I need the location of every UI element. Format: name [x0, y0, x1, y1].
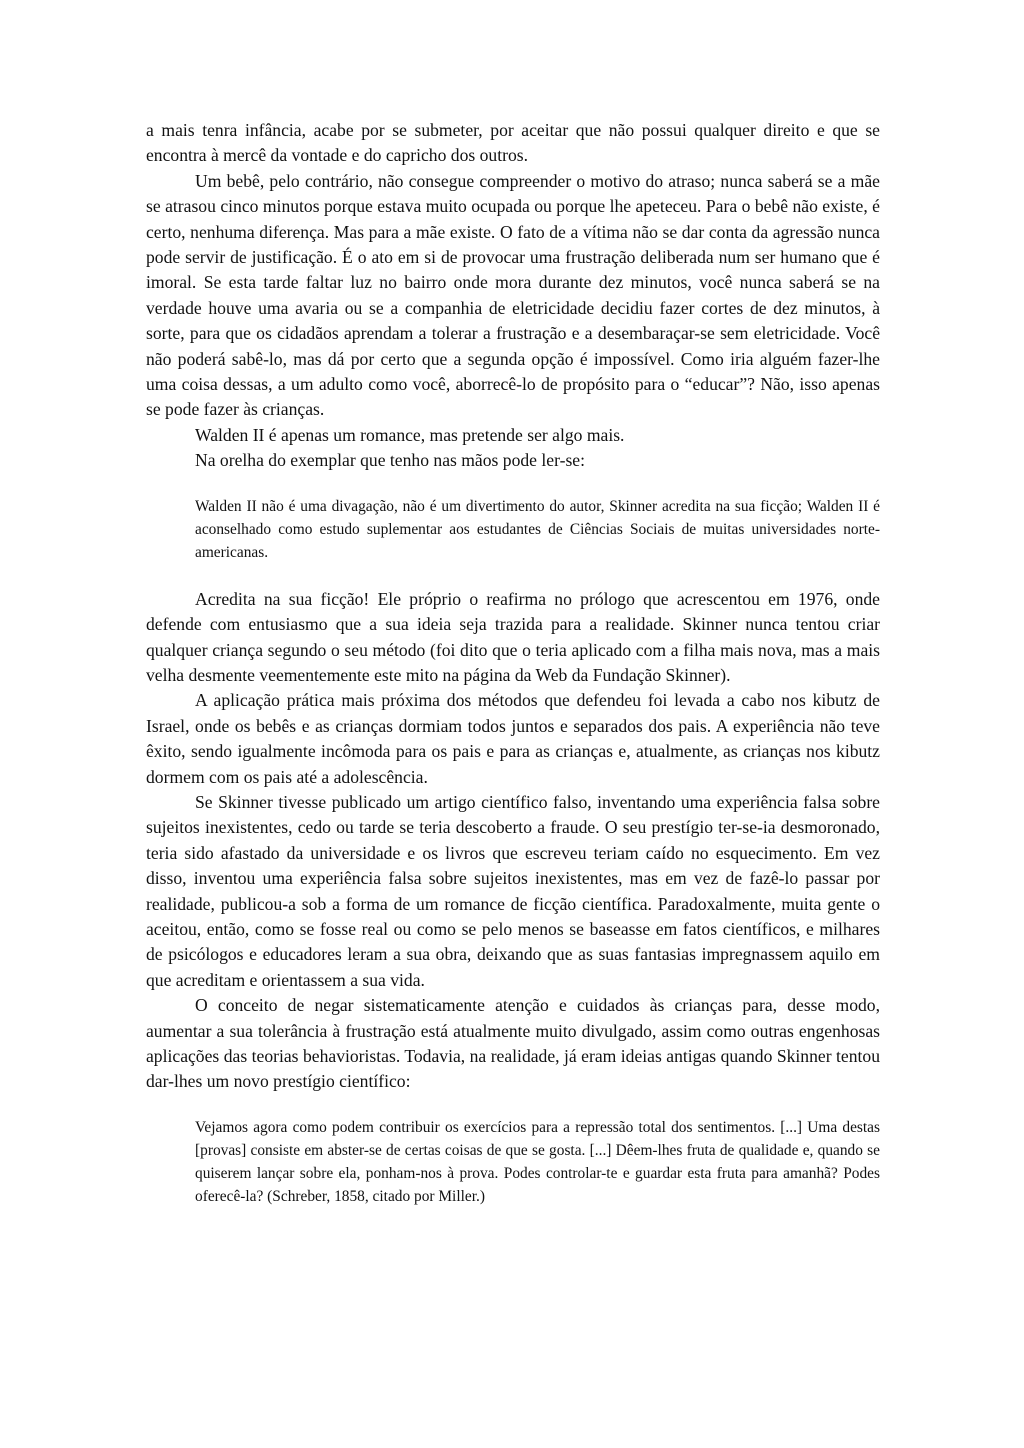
- document-page: [146, 118, 880, 1208]
- paragraph-continuation: a mais tenra infância, acabe por se submeter, por aceitar que não possui qualquer direito e que se encontra à mercê da vontade e do capricho dos outros.: [146, 120, 880, 166]
- paragraph-book-flap: Na orelha do exemplar que tenho nas mãos pode ler-se:: [195, 450, 585, 471]
- paragraph-behaviorist-ideas: O conceito de negar sistematicamente atenção e cuidados às crianças para, desse modo, aumentar a sua tolerância à frustração está atualmente muito divulgado, assim como outras engenhosas aplicações das teorias behavioristas. Todavia, na realidade, já eram ideias antigas quando Skinner tentou dar-lhes um novo prestígio científico:: [146, 995, 880, 1092]
- spacer: [146, 564, 880, 587]
- paragraph-believes-fiction: Acredita na sua ficção! Ele próprio o reafirma no prólogo que acrescentou em 1976, onde defende com entusiasmo que a sua ideia seja trazida para a realidade. Skinner nunca tentou criar qualquer criança segundo o seu método (foi dito que o teria aplicado com a filha mais nova, mas a mais velha desmente veementemente este mito na página da Web da Fundação Skinner).: [146, 588, 880, 685]
- paragraph-baby-frustration: Um bebê, pelo contrário, não consegue compreender o motivo do atraso; nunca saberá se a mãe se atrasou cinco minutos porque estava muito ocupada ou porque lhe apeteceu. Para o bebê não existe, é certo, nenhuma diferença. Mas para a mãe existe. O fato de a vítima não se dar conta da agressão nunca pode servir de justificação. É o ato em si de provocar uma frustração deliberada num ser humano que é imoral. Se esta tarde faltar luz no bairro onde mora durante dez minutos, você nunca saberá se na verdade houve uma avaria ou se a companhia de eletricidade decidiu fazer cortes de dez minutos, à sorte, para que os cidadãos aprendam a tolerar a frustração e a desembaraçar-se sem eletricidade. Você não poderá sabê-lo, mas dá por certo que a segunda opção é impossível. Como iria alguém fazer-lhe uma coisa dessas, a um adulto como você, aborrecê-lo de propósito para o “educar”? Não, isso apenas se pode fazer às crianças.: [146, 170, 880, 420]
- spacer: [146, 1095, 880, 1116]
- paragraph-false-experiment: Se Skinner tivesse publicado um artigo científico falso, inventando uma experiência falsa sobre sujeitos inexistentes, cedo ou tarde se teria descoberto a fraude. O seu prestígio ter-se-ia desmoronado, teria sido afastado da universidade e os livros que escreveu teriam caído no esquecimento. Em vez disso, inventou uma experiência falsa sobre sujeitos inexistentes, mas em vez de fazê-lo passar por realidade, publicou-a sob a forma de um romance de ficção científica. Paradoxalmente, muita gente o aceitou, então, como se fosse real ou como se pelo menos se baseasse em fatos científicos, e milhares de psicólogos e educadores leram a sua obra, deixando que as suas fantasias impregnassem aquilo em que acreditam e orientassem a sua vida.: [146, 791, 880, 990]
- block-quote-walden: Walden II não é uma divagação, não é um divertimento do autor, Skinner acredita na sua ficção; Walden II é aconselhado como estudo suplementar aos estudantes de Ciências Sociais de muitas universidades norte-americanas.: [195, 497, 880, 561]
- block-quote-schreber: Vejamos agora como podem contribuir os exercícios para a repressão total dos sentimentos. [...] Uma destas [provas] consiste em abster-se de certas coisas de que se gosta. [...] Dêem-lhes fruta de qualidade e, quando se quiserem lançar sobre ela, ponham-nos à prova. Podes controlar-te e guardar esta fruta para amanhã? Podes oferecê-la? (Schreber, 1858, citado por Miller.): [195, 1118, 880, 1205]
- paragraph-kibutz: A aplicação prática mais próxima dos métodos que defendeu foi levada a cabo nos kibutz de Israel, onde os bebês e as crianças dormiam todos juntos e separados dos pais. A experiência não teve êxito, sendo igualmente incômoda para os pais e para as crianças e, atualmente, as crianças nos kibutz dormem com os pais até a adolescência.: [146, 690, 880, 787]
- paragraph-walden-romance: Walden II é apenas um romance, mas pretende ser algo mais.: [195, 424, 625, 445]
- spacer: [146, 474, 880, 495]
